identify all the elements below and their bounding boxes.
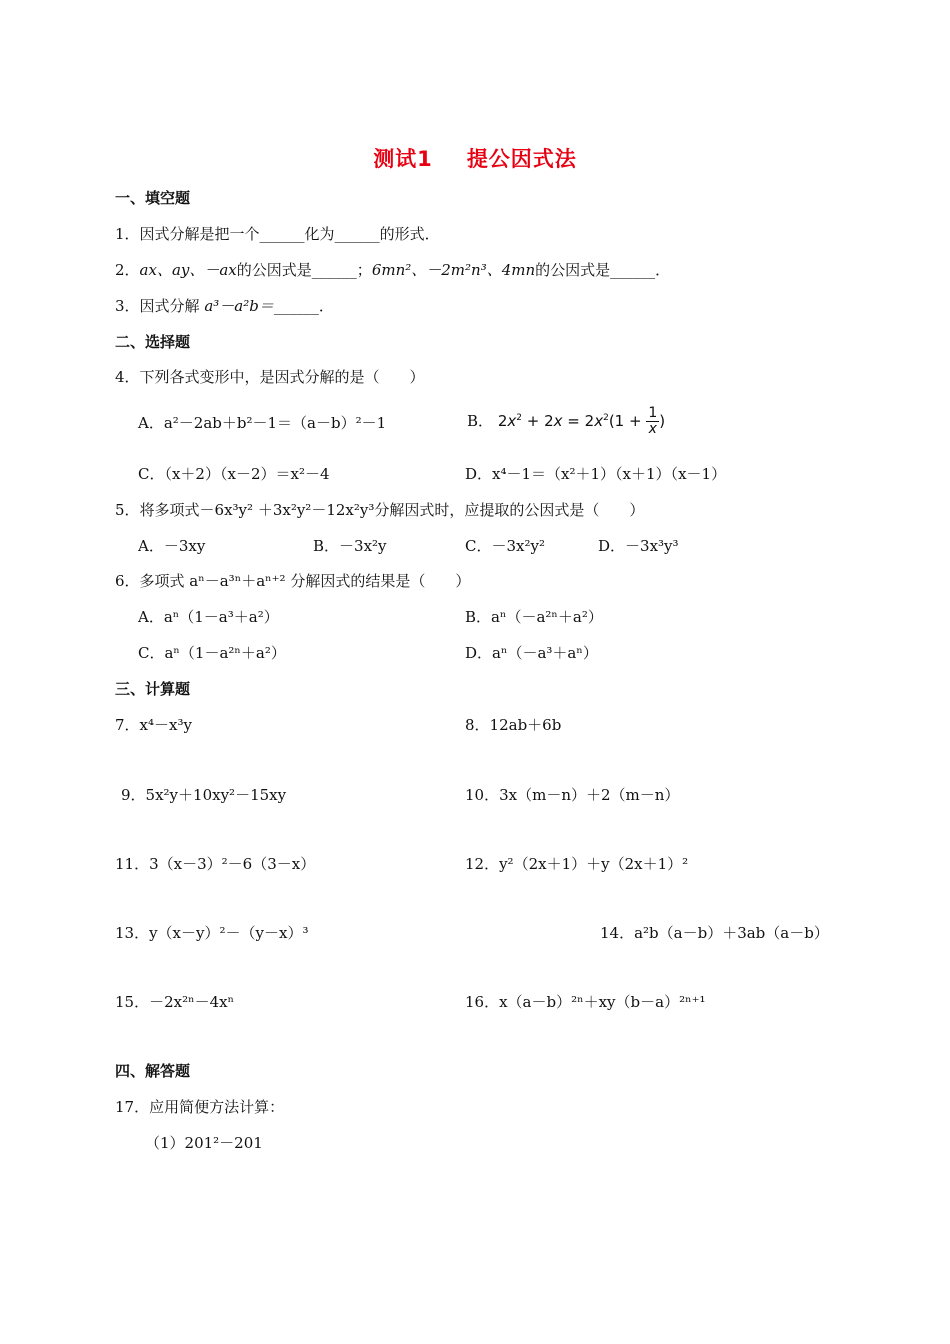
question-5-option-b: B．－3x²y (313, 537, 387, 555)
question-5-option-d: D．－3x³y³ (598, 537, 679, 555)
question-4-option-c: C．（x＋2）（x－2）＝x²－4 (138, 465, 330, 483)
title-part2: 提公因式法 (466, 147, 577, 171)
question-12: 12．y²（2x＋1）＋y（2x＋1）² (465, 855, 689, 873)
page-title (0, 143, 950, 173)
question-4-stem: 4．下列各式变形中，是因式分解的是（ ） (115, 368, 425, 386)
section-heading-solve: 四、解答题 (115, 1062, 191, 1080)
question-10: 10．3x（m－n）＋2（m－n） (465, 786, 680, 804)
question-13: 13．y（x－y）²－（y－x）³ (115, 924, 309, 942)
section-heading-fill: 一、填空题 (115, 189, 191, 207)
question-14: 14．a²b（a－b）＋3ab（a－b） (600, 924, 829, 942)
section-heading-choice: 二、选择题 (115, 333, 191, 351)
question-6-option-b: B．aⁿ（－a²ⁿ＋a²） (465, 608, 603, 626)
question-4-option-d: D．x⁴－1＝（x²＋1）（x＋1）（x－1） (465, 465, 727, 483)
question-4-option-a: A．a²－2ab＋b²－1＝（a－b）²－1 (138, 414, 387, 432)
question-5-stem: 5．将多项式－6x³y² ＋3x²y²－12x²y³分解因式时，应提取的公因式是（ ） (115, 501, 645, 519)
question-11: 11．3（x－3）²－6（3－x） (115, 855, 316, 873)
question-15: 15．－2x²ⁿ－4xⁿ (115, 993, 235, 1011)
question-2: 2．ax、ay、－ax的公因式是______；6mn²、－2m²n³、4mn的公因式是______． (115, 261, 671, 279)
question-3: 3．因式分解 a³－a²b＝______． (115, 297, 334, 315)
question-17-part-1: （1）201²－201 (145, 1134, 263, 1152)
question-17-stem: 17．应用简便方法计算： (115, 1098, 285, 1116)
question-6-option-c: C．aⁿ（1－a²ⁿ＋a²） (138, 644, 286, 662)
question-5-option-a: A．－3xy (138, 537, 206, 555)
question-1: 1．因式分解是把一个______化为______的形式． (115, 225, 440, 243)
question-16: 16．x（a－b）²ⁿ＋xy（b－a）²ⁿ⁺¹ (465, 993, 706, 1011)
question-5-option-c: C．－3x²y² (465, 537, 545, 555)
question-9: 9．5x²y＋10xy²－15xy (121, 786, 287, 804)
question-4-option-b: B． $2x^2 + 2x = 2x^2(1$ + $\frac{1}{x}$ ) (467, 405, 666, 437)
section-heading-calc: 三、计算题 (115, 680, 191, 698)
question-6-stem: 6．多项式 aⁿ－a³ⁿ＋aⁿ⁺² 分解因式的结果是（ ） (115, 572, 471, 590)
question-4-option-b-formula: $2x^2 + 2x = 2x^2(1$ + $\frac{1}{x}$ ) (497, 405, 666, 437)
question-8: 8．12ab＋6b (465, 716, 562, 734)
title-part1: 测试1 (373, 147, 433, 171)
question-7: 7．x⁴－x³y (115, 716, 192, 734)
question-6-option-d: D．aⁿ（－a³＋aⁿ） (465, 644, 598, 662)
fraction: $\frac{1}{x}$ (648, 405, 658, 437)
question-6-option-a: A．aⁿ（1－a³＋a²） (138, 608, 279, 626)
